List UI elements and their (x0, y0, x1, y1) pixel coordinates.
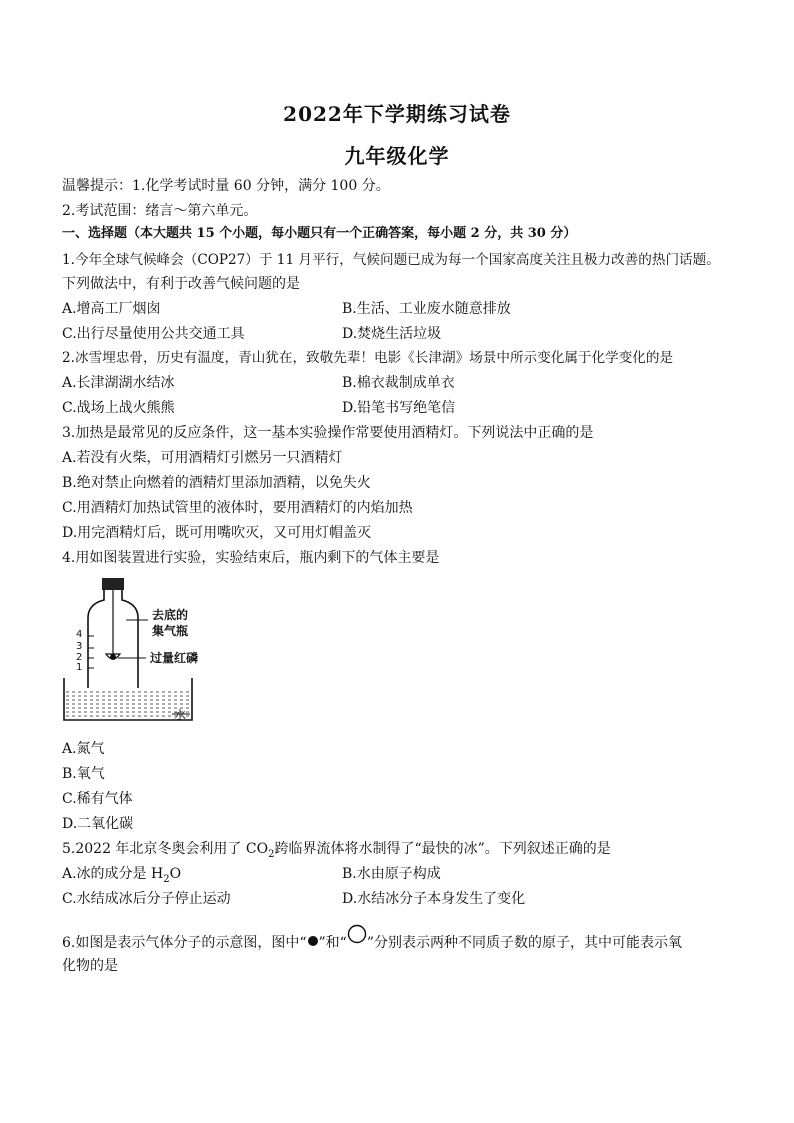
q2-option-a: A.长津湖湖水结冰 (62, 375, 175, 391)
filled-circle-icon (307, 933, 319, 953)
q6-stem-part-a: 6.如图是表示气体分子的示意图，图中“ (62, 935, 307, 951)
q1-option-d: D.焚烧生活垃圾 (342, 326, 442, 342)
q1-stem-line-1: 1.今年全球气候峰会（COP27）于 11 月平行，气候问题已成为每一个国家高度关注且极力改善的热门话题。 (62, 252, 720, 268)
q5-option-b: B.水由原子构成 (342, 866, 441, 882)
q4-stem: 4.用如图装置进行实验，实验结束后，瓶内剩下的气体主要是 (62, 550, 440, 566)
q5-option-d: D.水结冰分子本身发生了变化 (342, 891, 526, 907)
q4-option-a: A.氮气 (62, 741, 105, 757)
note-line-1: 温馨提示：1.化学考试时量 60 分钟，满分 100 分。 (62, 178, 390, 194)
q3-option-c: C.用酒精灯加热试管里的液体时，要用酒精灯的内焰加热 (62, 500, 413, 516)
q4-apparatus-figure (60, 578, 220, 728)
figure-label-water: 水 (174, 708, 187, 722)
page-title: 2022年下学期练习试卷 (283, 102, 511, 126)
q1-stem-line-2: 下列做法中，有利于改善气候问题的是 (62, 276, 300, 292)
q2-option-c: C.战场上战火熊熊 (62, 400, 175, 416)
q6-stem-part-b: ”分别表示两种不同质子数的原子，其中可能表示氧 (366, 935, 682, 951)
hollow-circle-icon (347, 924, 367, 950)
q5-stem-part-b: 跨临界流体将水制得了“最快的冰”。下列叙述正确的是 (274, 841, 611, 857)
q5-option-a-part-b: O (169, 866, 182, 882)
figure-label-red-phosphorus: 过量红磷 (150, 651, 199, 665)
q5-option-a-subscript: 2 (163, 873, 170, 885)
section-heading: 一、选择题（本大题共 15 个小题，每小题只有一个正确答案，每小题 2 分，共 30 分） (62, 226, 577, 241)
rubber-stopper (102, 578, 124, 590)
q1-option-c: C.出行尽量使用公共交通工具 (62, 326, 245, 342)
q4-option-d: D.二氧化碳 (62, 816, 134, 832)
q5-stem-part-a: 5.2022 年北京冬奥会利用了 CO (62, 841, 269, 857)
q3-option-a: A.若没有火柴，可用酒精灯引燃另一只酒精灯 (62, 450, 343, 466)
figure-label-bottomless: 去底的 (152, 608, 189, 622)
red-phosphorus-icon (110, 654, 116, 660)
figure-label-gas-jar: 集气瓶 (152, 624, 189, 638)
graduation-label-2: 2 (76, 652, 83, 663)
page-subtitle: 九年级化学 (344, 144, 450, 168)
graduation-label-1: 1 (76, 662, 83, 673)
q5-option-a (62, 864, 181, 890)
graduation-label-4: 4 (76, 629, 83, 640)
note-line-2: 2.考试范围：绪言～第六单元。 (62, 203, 258, 219)
q4-option-b: B.氧气 (62, 766, 105, 782)
q5-stem (62, 839, 611, 865)
q2-option-d: D.铅笔书写绝笔信 (342, 400, 456, 416)
q1-option-b: B.生活、工业废水随意排放 (342, 301, 511, 317)
q6-stem-line-2: 化物的是 (62, 958, 118, 974)
graduation-label-3: 3 (76, 641, 83, 652)
q4-option-c: C.稀有气体 (62, 791, 133, 807)
q5-stem-subscript: 2 (268, 848, 275, 860)
water-body (65, 690, 191, 719)
q6-stem-part-mid: ”和“ (318, 935, 347, 951)
q2-option-b: B.棉衣裁制成单衣 (342, 375, 455, 391)
q2-stem: 2.冰雪埋忠骨，历史有温度，青山犹在，致敬先辈！电影《长津湖》场景中所示变化属于化学变化的是 (62, 350, 674, 366)
q1-option-a: A.增高工厂烟囱 (62, 301, 161, 317)
q3-option-b: B.绝对禁止向燃着的酒精灯里添加酒精，以免失火 (62, 475, 371, 491)
q6-stem-line-1 (62, 930, 682, 956)
q3-stem: 3.加热是最常见的反应条件，这一基本实验操作常要使用酒精灯。下列说法中正确的是 (62, 425, 594, 441)
q5-option-a-part-a: A.冰的成分是 H (62, 866, 164, 882)
q3-option-d: D.用完酒精灯后，既可用嘴吹灭，又可用灯帽盖灭 (62, 525, 372, 541)
q5-option-c: C.水结成冰后分子停止运动 (62, 891, 231, 907)
